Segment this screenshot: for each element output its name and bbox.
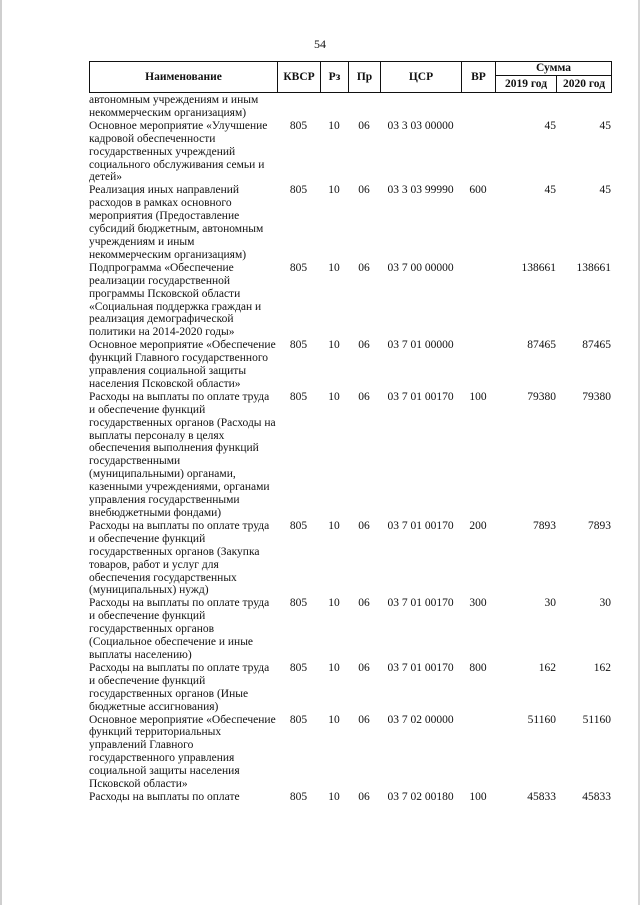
row-sum-2020 xyxy=(556,94,611,120)
row-sum-2020: 79380 xyxy=(582,390,611,403)
row-csr: 03 7 02 00000 xyxy=(387,713,454,726)
row-name: автономным учреждениям и иным некоммерческим организациям) xyxy=(89,94,259,119)
row-kvsr: 805 xyxy=(289,713,308,726)
row-vr: 300 xyxy=(469,597,487,610)
row-csr: 03 7 00 00000 xyxy=(387,261,454,274)
row-sum-2020: 138661 xyxy=(576,261,611,274)
row-name: Основное мероприятие «Улучшение кадровой обеспеченности государственных учреждений социального обслуживания семьи и детей» xyxy=(89,119,268,184)
row-kvsr: 805 xyxy=(289,661,308,674)
row-pr: 06 xyxy=(358,339,370,352)
row-kvsr: 805 xyxy=(289,339,308,352)
row-name: Расходы на выплаты по оплате труда и обеспечение функций государственных органов (Закупка товаров, работ и услуг для обеспечения государственных (муниципальных) нужд) xyxy=(89,519,270,597)
table-row xyxy=(89,597,611,662)
table-row xyxy=(89,120,611,185)
row-pr: 06 xyxy=(358,390,370,403)
row-pr: 06 xyxy=(358,119,370,132)
row-kvsr: 805 xyxy=(289,390,308,403)
row-kvsr: 805 xyxy=(289,790,308,803)
row-csr: 03 7 02 00180 xyxy=(387,790,454,803)
row-csr: 03 7 01 00170 xyxy=(387,661,454,674)
header-2019: 2019 год xyxy=(496,76,557,93)
table-row xyxy=(89,520,611,597)
table-row xyxy=(89,714,611,791)
row-pr: 06 xyxy=(358,790,370,803)
row-sum-2020: 162 xyxy=(593,661,611,674)
header-pr: Пр xyxy=(349,62,381,93)
row-rz: 10 xyxy=(328,661,340,674)
row-kvsr: 805 xyxy=(289,519,308,532)
row-sum-2019: 138661 xyxy=(521,261,556,274)
row-kvsr: 805 xyxy=(289,261,308,274)
header-rz: Рз xyxy=(321,62,349,93)
table-row xyxy=(89,662,611,714)
row-sum-2020: 30 xyxy=(599,597,611,610)
row-name: Расходы на выплаты по оплате xyxy=(89,790,240,803)
budget-table xyxy=(89,94,611,804)
row-vr: 100 xyxy=(469,790,487,803)
row-kvsr: 805 xyxy=(289,597,308,610)
row-rz: 10 xyxy=(328,597,340,610)
row-sum-2020: 7893 xyxy=(588,519,611,532)
row-sum-2020: 87465 xyxy=(582,339,611,352)
row-rz xyxy=(320,94,348,120)
row-vr xyxy=(461,262,495,339)
row-rz: 10 xyxy=(328,390,340,403)
header-2020: 2020 год xyxy=(557,76,612,93)
table-row xyxy=(89,339,611,391)
row-vr: 100 xyxy=(469,390,487,403)
row-kvsr: 805 xyxy=(289,184,308,197)
row-sum-2019: 87465 xyxy=(527,339,556,352)
row-kvsr xyxy=(277,94,320,120)
row-sum-2019: 7893 xyxy=(533,519,556,532)
row-sum-2020: 45 xyxy=(599,184,611,197)
row-sum-2019: 51160 xyxy=(527,713,556,726)
row-vr: 200 xyxy=(469,519,487,532)
row-rz: 10 xyxy=(328,713,340,726)
table-row xyxy=(89,262,611,339)
row-sum-2020: 51160 xyxy=(582,713,611,726)
row-vr xyxy=(461,714,495,791)
row-vr xyxy=(461,94,495,120)
row-pr: 06 xyxy=(358,661,370,674)
table-row xyxy=(89,791,611,804)
header-vr: ВР xyxy=(462,62,496,93)
row-vr: 600 xyxy=(469,184,487,197)
row-pr xyxy=(348,94,380,120)
row-csr: 03 7 01 00000 xyxy=(387,339,454,352)
row-pr: 06 xyxy=(358,519,370,532)
row-csr xyxy=(380,94,461,120)
row-csr: 03 7 01 00170 xyxy=(387,390,454,403)
row-name: Основное мероприятие «Обеспечение функций Главного государственного управления социальной защиты населения Псковской области» xyxy=(89,339,276,390)
header-sum: Сумма xyxy=(496,62,612,76)
row-sum-2019: 45 xyxy=(544,119,556,132)
scan-edge-left xyxy=(0,0,2,905)
row-name: Основное мероприятие «Обеспечение функций территориальных управлений Главного государственного управления социальной защиты населения Псковской области» xyxy=(89,713,276,791)
row-rz: 10 xyxy=(328,184,340,197)
row-name: Расходы на выплаты по оплате труда и обеспечение функций государственных органов (Расходы на выплаты персоналу в целях обеспечения выполнения функций государственными (муниципальными) органами, казенными учреждениями, органами управления государственными внебюджетными фондами) xyxy=(89,390,276,519)
table-header xyxy=(89,61,612,93)
row-sum-2019: 162 xyxy=(538,661,556,674)
row-sum-2019 xyxy=(495,94,556,120)
row-pr: 06 xyxy=(358,597,370,610)
row-pr: 06 xyxy=(358,184,370,197)
header-csr: ЦСР xyxy=(381,62,462,93)
table-row xyxy=(89,184,611,261)
table-row xyxy=(89,391,611,520)
row-name: Подпрограмма «Обеспечение реализации государственной программы Псковской области «Социальная поддержка граждан и реализация демографической политики на 2014-2020 годы» xyxy=(89,261,262,339)
row-sum-2020: 45833 xyxy=(582,790,611,803)
row-sum-2019: 45833 xyxy=(527,790,556,803)
row-sum-2020: 45 xyxy=(599,119,611,132)
row-csr: 03 7 01 00170 xyxy=(387,597,454,610)
row-sum-2019: 45 xyxy=(544,184,556,197)
row-name: Расходы на выплаты по оплате труда и обеспечение функций государственных органов (Иные бюджетные ассигнования) xyxy=(89,661,270,713)
row-vr: 800 xyxy=(469,661,487,674)
row-kvsr: 805 xyxy=(289,119,308,132)
row-rz: 10 xyxy=(328,790,340,803)
header-name: Наименование xyxy=(90,62,278,93)
row-name: Расходы на выплаты по оплате труда и обеспечение функций государственных органов (Социальное обеспечение и иные выплаты населению) xyxy=(89,597,270,661)
row-vr xyxy=(461,120,495,185)
row-pr: 06 xyxy=(358,713,370,726)
row-rz: 10 xyxy=(328,119,340,132)
row-sum-2019: 30 xyxy=(544,597,556,610)
row-csr: 03 3 03 00000 xyxy=(387,119,454,132)
header-kvsr: КВСР xyxy=(278,62,321,93)
row-rz: 10 xyxy=(328,519,340,532)
page-number: 54 xyxy=(314,37,326,51)
row-rz: 10 xyxy=(328,261,340,274)
row-sum-2019: 79380 xyxy=(527,390,556,403)
row-rz: 10 xyxy=(328,339,340,352)
row-pr: 06 xyxy=(358,261,370,274)
row-csr: 03 3 03 99990 xyxy=(387,184,454,197)
row-name: Реализация иных направлений расходов в рамках основного мероприятия (Предоставление субсидий бюджетным, автономным учреждениям и иным некоммерческим организациям) xyxy=(89,184,264,261)
row-csr: 03 7 01 00170 xyxy=(387,519,454,532)
table-row xyxy=(89,94,611,120)
row-vr xyxy=(461,339,495,391)
